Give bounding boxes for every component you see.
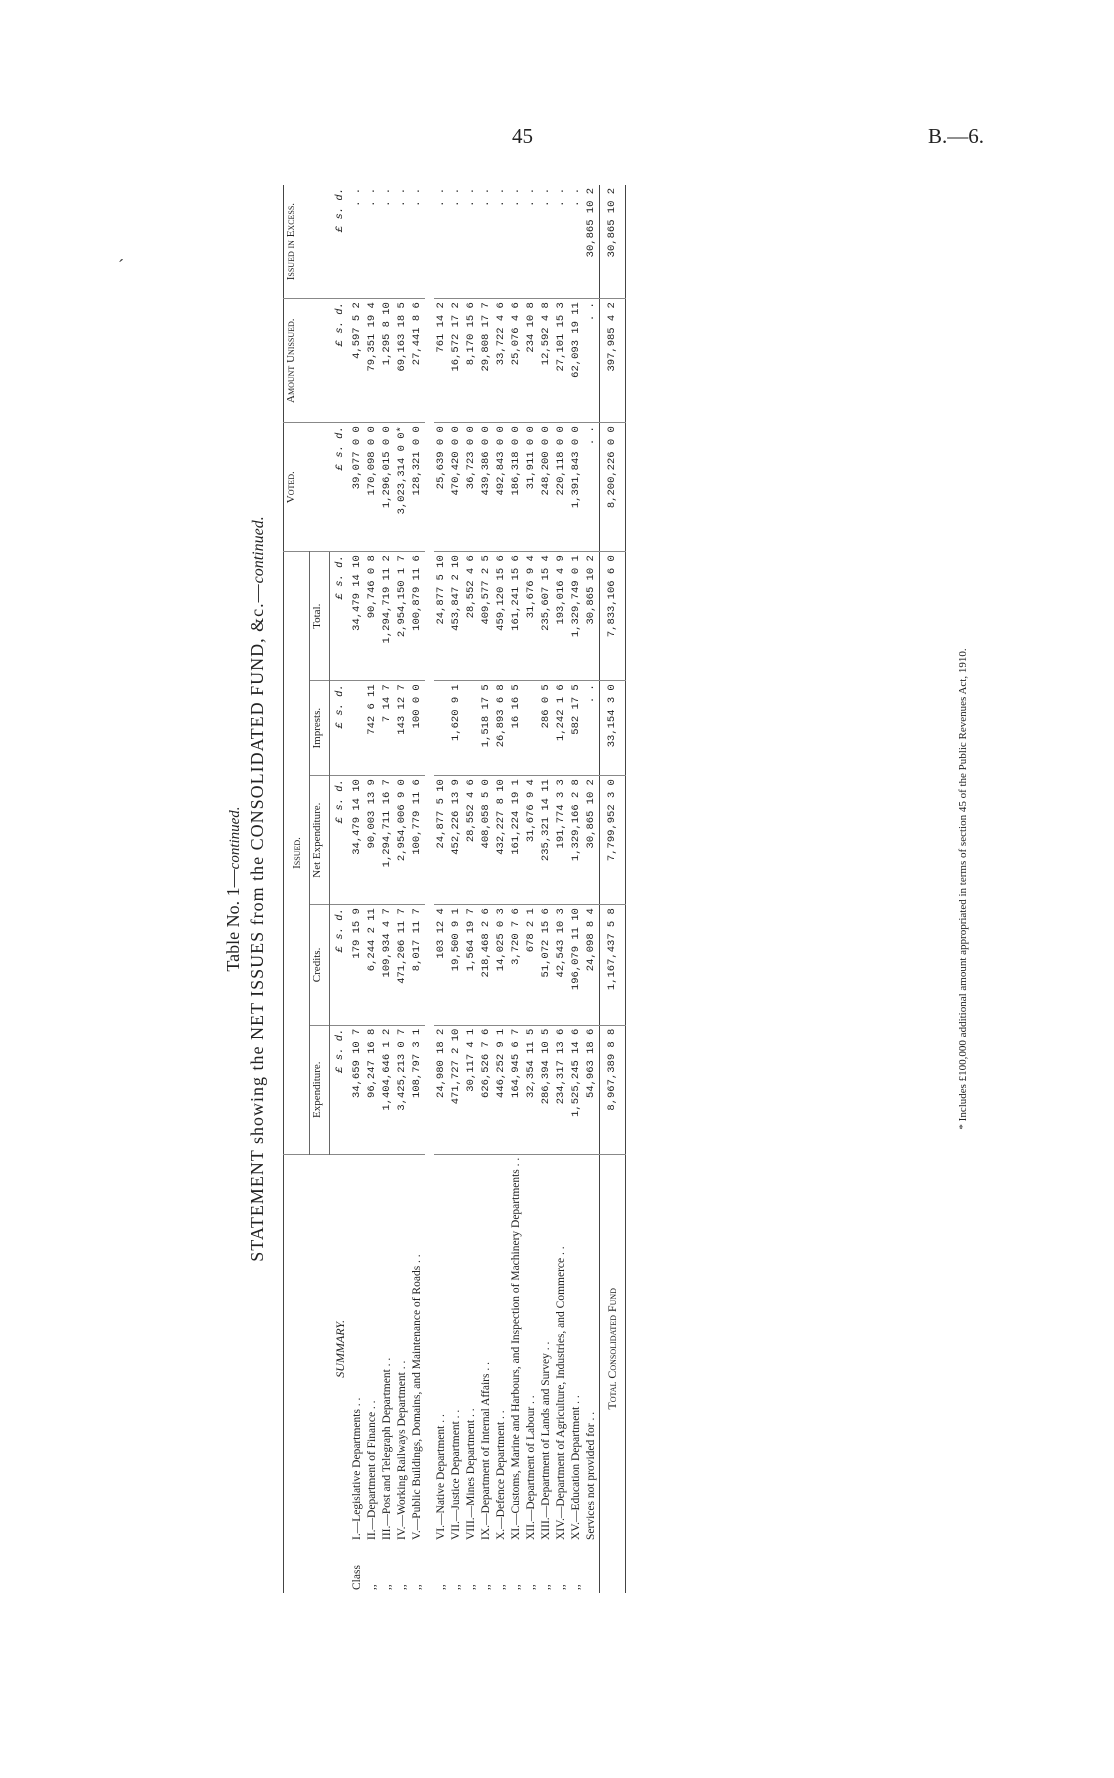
net-expenditure-cell: 408,058 5 0 [479, 776, 494, 905]
total-cell: 2,954,150 1 7 [395, 552, 410, 681]
voted-cell: 220,118 0 0 [554, 423, 569, 552]
expenditure-cell: 24,980 18 2 [434, 1025, 449, 1154]
total-cell: 100,879 11 6 [410, 552, 425, 681]
class-marker [584, 1543, 600, 1593]
imprests-header: Imprests. [310, 681, 330, 776]
voted-cell: 248,200 0 0 [539, 423, 554, 552]
expenditure-cell: 446,252 9 1 [494, 1025, 509, 1154]
voted-cell: 31,911 0 0 [524, 423, 539, 552]
total-cell: 24,877 5 10 [434, 552, 449, 681]
net-expenditure-cell: 191,774 3 3 [554, 776, 569, 905]
expenditure-cell: 164,945 6 7 [509, 1025, 524, 1154]
table-row [434, 185, 449, 1593]
unissued-cell: 62,093 19 11 [569, 299, 584, 423]
unissued-cell: 1,295 8 10 [380, 299, 395, 423]
credits-cell: 3,720 7 6 [509, 905, 524, 1026]
consolidated-fund-table [283, 185, 626, 1593]
excess-cell: . . [524, 185, 539, 299]
class-marker: ,, [396, 1584, 408, 1590]
unissued-cell: 12,592 4 8 [539, 299, 554, 423]
row-description: Services not provided for . . [585, 1411, 597, 1540]
net-expenditure-cell: 30,865 10 2 [584, 776, 600, 905]
row-description: X.—Defence Department . . [495, 1410, 507, 1540]
class-marker: ,, [555, 1584, 567, 1590]
excess-cell: . . [380, 185, 395, 299]
total-voted: 8,200,226 0 0 [600, 423, 626, 552]
units-label: £ s. d. [330, 552, 351, 681]
excess-cell: . . [569, 185, 584, 299]
net-expenditure-cell: 24,877 5 10 [434, 776, 449, 905]
units-label: £ s. d. [330, 299, 351, 423]
rotated-table-block [217, 179, 977, 1599]
unissued-cell: 27,441 8 6 [410, 299, 425, 423]
row-description: XII.—Department of Labour . . [525, 1395, 537, 1540]
total-row [600, 185, 626, 1593]
table-row [410, 185, 425, 1593]
class-marker: ,, [510, 1584, 522, 1590]
row-description: I.—Legislative Departments . . [351, 1397, 363, 1540]
voted-cell: 1,296,015 0 0 [380, 423, 395, 552]
summary-heading: SUMMARY. [332, 1320, 347, 1378]
net-expenditure-cell: 452,226 13 9 [449, 776, 464, 905]
class-marker: ,, [435, 1584, 447, 1590]
row-description: XIV.—Department of Agriculture, Industries, and Commerce . . [555, 1246, 567, 1540]
excess-cell: . . [350, 185, 365, 299]
expenditure-cell: 3,425,213 0 7 [395, 1025, 410, 1154]
voted-cell: 186,318 0 0 [509, 423, 524, 552]
unissued-cell: 69,163 18 5 [395, 299, 410, 423]
unissued-cell: 8,170 15 6 [464, 299, 479, 423]
net-expenditure-cell: 432,227 8 10 [494, 776, 509, 905]
credits-cell: 196,079 11 10 [569, 905, 584, 1026]
stray-mark: ´ [118, 256, 124, 276]
table-row [509, 185, 524, 1593]
imprests-cell: 100 0 0 [410, 681, 425, 776]
total-net-expenditure: 7,799,952 3 0 [600, 776, 626, 905]
expenditure-cell: 626,526 7 6 [479, 1025, 494, 1154]
table-row [380, 185, 395, 1593]
total-cell: 30,865 10 2 [584, 552, 600, 681]
row-description: IV.—Working Railways Department . . [396, 1360, 408, 1540]
table-row [365, 185, 380, 1593]
class-marker: ,, [480, 1584, 492, 1590]
voted-cell: 36,723 0 0 [464, 423, 479, 552]
total-cell: 34,479 14 10 [350, 552, 365, 681]
units-label: £ s. d. [330, 681, 351, 776]
excess-cell: . . [449, 185, 464, 299]
excess-cell: . . [410, 185, 425, 299]
total-expenditure: 8,967,389 8 8 [600, 1025, 626, 1154]
expenditure-cell: 1,525,245 14 6 [569, 1025, 584, 1154]
unissued-cell: 16,572 17 2 [449, 299, 464, 423]
row-description: VII.—Justice Department . . [450, 1409, 462, 1540]
footnote: * Includes £100,000 additional amount appropriated in terms of section 45 of the Public Revenues Act, 1910. [957, 648, 969, 1130]
net-expenditure-cell: 1,294,711 16 7 [380, 776, 395, 905]
excess-cell: . . [509, 185, 524, 299]
excess-cell: . . [479, 185, 494, 299]
total-cell: 90,746 0 8 [365, 552, 380, 681]
credits-cell: 471,206 11 7 [395, 905, 410, 1026]
excess-cell: . . [395, 185, 410, 299]
net-expenditure-cell: 90,003 13 9 [365, 776, 380, 905]
row-description: IX.—Department of Internal Affairs . . [480, 1362, 492, 1540]
credits-cell: 51,072 15 6 [539, 905, 554, 1026]
table-row [554, 185, 569, 1593]
credits-header: Credits. [310, 905, 330, 1026]
voted-cell: 170,098 0 0 [365, 423, 380, 552]
excess-cell: . . [434, 185, 449, 299]
table-title: STATEMENT showing the NET ISSUES from the CONSOLIDATED FUND, &c.—continued. [247, 516, 267, 1262]
expenditure-cell: 286,394 10 5 [539, 1025, 554, 1154]
expenditure-cell: 54,963 18 6 [584, 1025, 600, 1154]
expenditure-header: Expenditure. [310, 1025, 330, 1154]
net-expenditure-cell: 235,321 14 11 [539, 776, 554, 905]
total-cell: 1,294,719 11 2 [380, 552, 395, 681]
excess-cell: . . [494, 185, 509, 299]
voted-header: Voted. [284, 423, 330, 552]
table-row [584, 185, 600, 1593]
unissued-cell: 27,101 15 3 [554, 299, 569, 423]
units-label: £ s. d. [330, 423, 351, 552]
credits-cell: 19,500 9 1 [449, 905, 464, 1026]
net-expenditure-cell: 161,224 19 1 [509, 776, 524, 905]
table-row [395, 185, 410, 1593]
class-marker: ,, [450, 1584, 462, 1590]
imprests-cell: 1,518 17 5 [479, 681, 494, 776]
voted-cell: 1,391,843 0 0 [569, 423, 584, 552]
credits-cell: 8,017 11 7 [410, 905, 425, 1026]
unissued-cell: 4,597 5 2 [350, 299, 365, 423]
unissued-cell: 761 14 2 [434, 299, 449, 423]
voted-cell: 492,843 0 0 [494, 423, 509, 552]
voted-cell: 3,023,314 0 0* [395, 423, 410, 552]
unissued-cell: 33,722 4 6 [494, 299, 509, 423]
expenditure-cell: 471,727 2 10 [449, 1025, 464, 1154]
table-row [449, 185, 464, 1593]
total-credits: 1,167,437 5 8 [600, 905, 626, 1026]
credits-cell: 6,244 2 11 [365, 905, 380, 1026]
row-description: V.—Public Buildings, Domains, and Maintenance of Roads . . [411, 1254, 423, 1540]
row-description: XV.—Education Department . . [570, 1395, 582, 1540]
total-cell: 1,329,749 0 1 [569, 552, 584, 681]
total-total: 7,833,106 6 0 [600, 552, 626, 681]
voted-cell: 39,077 0 0 [350, 423, 365, 552]
class-marker: ,, [570, 1584, 582, 1590]
units-row [330, 185, 351, 1593]
credits-cell: 109,934 4 7 [380, 905, 395, 1026]
expenditure-cell: 96,247 16 8 [365, 1025, 380, 1154]
total-imprests: 33,154 3 0 [600, 681, 626, 776]
row-description: XI.—Customs, Marine and Harbours, and Inspection of Machinery Departments . . [510, 1157, 522, 1540]
table-number: Table No. 1—continued. [223, 806, 243, 972]
imprests-cell: 286 0 5 [539, 681, 554, 776]
total-cell: 31,676 9 4 [524, 552, 539, 681]
expenditure-cell: 30,117 4 1 [464, 1025, 479, 1154]
credits-cell: 678 2 1 [524, 905, 539, 1026]
voted-cell: . . [584, 423, 600, 552]
issued-in-excess-header: Issued in Excess. [284, 185, 330, 299]
voted-cell: 25,639 0 0 [434, 423, 449, 552]
total-excess: 30,865 10 2 [600, 185, 626, 299]
units-label: £ s. d. [330, 776, 351, 905]
excess-cell: . . [554, 185, 569, 299]
expenditure-cell: 34,659 10 7 [350, 1025, 365, 1154]
voted-cell: 470,420 0 0 [449, 423, 464, 552]
imprests-cell: 16 16 5 [509, 681, 524, 776]
row-description: VIII.—Mines Department . . [465, 1408, 477, 1540]
expenditure-cell: 1,404,646 1 2 [380, 1025, 395, 1154]
net-expenditure-cell: 1,329,166 2 8 [569, 776, 584, 905]
class-marker: ,, [525, 1584, 537, 1590]
page-number: 45 [512, 124, 533, 148]
table-row [350, 185, 365, 1593]
total-cell: 161,241 15 6 [509, 552, 524, 681]
amount-unissued-header: Amount Unissued. [284, 299, 330, 423]
unissued-cell: . . [584, 299, 600, 423]
imprests-cell: 742 6 11 [365, 681, 380, 776]
row-description: II.—Department of Finance . . [366, 1400, 378, 1540]
total-label: Total Consolidated Fund [600, 1154, 626, 1543]
net-expenditure-header: Net Expenditure. [310, 776, 330, 905]
voted-cell: 439,386 0 0 [479, 423, 494, 552]
unissued-cell: 25,076 4 6 [509, 299, 524, 423]
credits-cell: 103 12 4 [434, 905, 449, 1026]
units-label: £ s. d. [330, 905, 351, 1026]
row-description: XIII.—Department of Lands and Survey . . [540, 1341, 552, 1540]
class-marker: ,, [366, 1584, 378, 1590]
credits-cell: 42,543 10 3 [554, 905, 569, 1026]
net-expenditure-cell: 31,676 9 4 [524, 776, 539, 905]
imprests-cell: 582 17 5 [569, 681, 584, 776]
imprests-cell: . . [584, 681, 600, 776]
table-row [464, 185, 479, 1593]
total-cell: 235,607 15 4 [539, 552, 554, 681]
class-marker: ,, [411, 1584, 423, 1590]
imprests-cell [434, 681, 449, 776]
net-expenditure-cell: 34,479 14 10 [350, 776, 365, 905]
table-row [479, 185, 494, 1593]
class-marker: ,, [540, 1584, 552, 1590]
total-cell: 409,577 2 5 [479, 552, 494, 681]
net-expenditure-cell: 28,552 4 6 [464, 776, 479, 905]
units-label: £ s. d. [330, 185, 351, 299]
credits-cell: 1,564 19 7 [464, 905, 479, 1026]
unissued-cell: 79,351 19 4 [365, 299, 380, 423]
page-reference: B.—6. [928, 124, 985, 148]
class-marker: ,, [495, 1584, 507, 1590]
units-label: £ s. d. [330, 1025, 351, 1154]
imprests-cell [350, 681, 365, 776]
table-row [539, 185, 554, 1593]
imprests-cell: 1,242 1 6 [554, 681, 569, 776]
imprests-cell [524, 681, 539, 776]
imprests-cell: 143 12 7 [395, 681, 410, 776]
class-marker: Class [351, 1565, 363, 1590]
net-expenditure-cell: 2,954,006 9 0 [395, 776, 410, 905]
total-cell: 28,552 4 6 [464, 552, 479, 681]
total-cell: 453,847 2 10 [449, 552, 464, 681]
credits-cell: 14,025 0 3 [494, 905, 509, 1026]
table-row [569, 185, 584, 1593]
imprests-cell: 7 14 7 [380, 681, 395, 776]
net-expenditure-cell: 100,779 11 6 [410, 776, 425, 905]
row-description: VI.—Native Department . . [435, 1414, 447, 1540]
class-marker: ,, [465, 1584, 477, 1590]
imprests-cell: 1,620 9 1 [449, 681, 464, 776]
table-row [494, 185, 509, 1593]
unissued-cell: 29,808 17 7 [479, 299, 494, 423]
expenditure-cell: 32,354 11 5 [524, 1025, 539, 1154]
issued-header: Issued. [284, 552, 310, 1154]
unissued-cell: 234 10 8 [524, 299, 539, 423]
excess-cell: . . [365, 185, 380, 299]
class-marker: ,, [381, 1584, 393, 1590]
total-cell: 193,016 4 9 [554, 552, 569, 681]
total-cell: 459,120 15 6 [494, 552, 509, 681]
total-header: Total. [310, 552, 330, 681]
imprests-cell [464, 681, 479, 776]
credits-cell: 218,468 2 6 [479, 905, 494, 1026]
credits-cell: 179 15 9 [350, 905, 365, 1026]
excess-cell: . . [464, 185, 479, 299]
expenditure-cell: 108,797 3 1 [410, 1025, 425, 1154]
excess-cell: 30,865 10 2 [584, 185, 600, 299]
row-description: III.—Post and Telegraph Department . . [381, 1357, 393, 1540]
expenditure-cell: 234,317 13 6 [554, 1025, 569, 1154]
credits-cell: 24,098 8 4 [584, 905, 600, 1026]
table-row [524, 185, 539, 1593]
blank-header [284, 1154, 330, 1593]
imprests-cell: 26,893 6 8 [494, 681, 509, 776]
voted-cell: 128,321 0 0 [410, 423, 425, 552]
row-gap [425, 185, 434, 1593]
excess-cell: . . [539, 185, 554, 299]
total-unissued: 397,985 4 2 [600, 299, 626, 423]
